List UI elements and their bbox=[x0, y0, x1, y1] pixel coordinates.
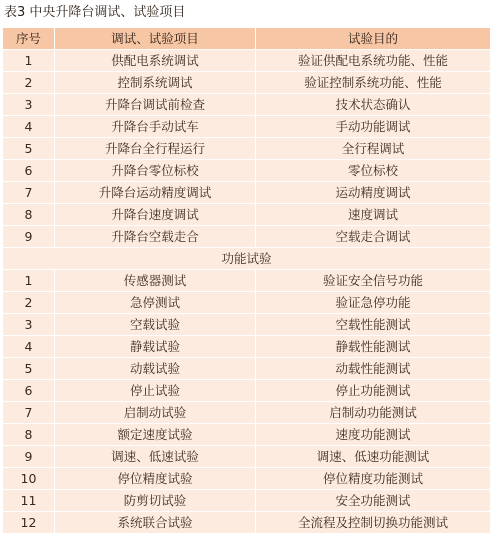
test-purpose-cell: 手动功能调试 bbox=[256, 116, 490, 137]
test-purpose-cell: 停止功能测试 bbox=[256, 380, 490, 401]
test-item-cell: 静载试验 bbox=[55, 336, 255, 357]
test-item-cell: 停止试验 bbox=[55, 380, 255, 401]
table-row bbox=[3, 468, 490, 489]
test-item-cell: 升降台空载走合 bbox=[55, 226, 255, 247]
table-header-row bbox=[3, 28, 490, 49]
section-title: 功能试验 bbox=[3, 248, 490, 269]
table-row bbox=[3, 424, 490, 445]
table-row bbox=[3, 160, 490, 181]
test-purpose-cell: 全行程调试 bbox=[256, 138, 490, 159]
table-row bbox=[3, 380, 490, 401]
test-item-cell: 升降台零位标校 bbox=[55, 160, 255, 181]
test-purpose-cell: 运动精度调试 bbox=[256, 182, 490, 203]
section-row-functional-tests bbox=[3, 248, 490, 269]
table-row bbox=[3, 182, 490, 203]
table-row bbox=[3, 50, 490, 71]
table-row bbox=[3, 116, 490, 137]
table-row bbox=[3, 314, 490, 335]
test-item-cell: 启制动试验 bbox=[55, 402, 255, 423]
test-item-cell: 动载试验 bbox=[55, 358, 255, 379]
test-purpose-cell: 空载走合调试 bbox=[256, 226, 490, 247]
table-row bbox=[3, 490, 490, 511]
test-item-cell: 升降台调试前检查 bbox=[55, 94, 255, 115]
test-item-cell: 传感器测试 bbox=[55, 270, 255, 291]
serial-number-cell: 6 bbox=[3, 160, 54, 181]
table-row bbox=[3, 138, 490, 159]
test-item-cell: 系统联合试验 bbox=[55, 512, 255, 533]
test-item-cell: 升降台速度调试 bbox=[55, 204, 255, 225]
test-purpose-cell: 静载性能测试 bbox=[256, 336, 490, 357]
serial-number-cell: 4 bbox=[3, 116, 54, 137]
header-serial-number: 序号 bbox=[3, 28, 54, 49]
test-purpose-cell: 速度功能测试 bbox=[256, 424, 490, 445]
test-purpose-cell: 全流程及控制切换功能测试 bbox=[256, 512, 490, 533]
test-purpose-cell: 零位标校 bbox=[256, 160, 490, 181]
test-item-cell: 供配电系统调试 bbox=[55, 50, 255, 71]
table-row bbox=[3, 336, 490, 357]
table-row bbox=[3, 94, 490, 115]
serial-number-cell: 7 bbox=[3, 182, 54, 203]
test-item-cell: 防剪切试验 bbox=[55, 490, 255, 511]
table-row bbox=[3, 226, 490, 247]
test-item-cell: 急停测试 bbox=[55, 292, 255, 313]
serial-number-cell: 8 bbox=[3, 204, 54, 225]
serial-number-cell: 3 bbox=[3, 314, 54, 335]
test-purpose-cell: 动载性能测试 bbox=[256, 358, 490, 379]
test-purpose-cell: 停位精度功能测试 bbox=[256, 468, 490, 489]
test-item-cell: 升降台全行程运行 bbox=[55, 138, 255, 159]
debugging-group bbox=[3, 50, 490, 247]
serial-number-cell: 8 bbox=[3, 424, 54, 445]
test-item-cell: 调速、低速试验 bbox=[55, 446, 255, 467]
table-row bbox=[3, 402, 490, 423]
header-test-purpose: 试验目的 bbox=[256, 28, 490, 49]
table-caption: 表3 中央升降台调试、试验项目 bbox=[4, 5, 186, 20]
test-item-cell: 控制系统调试 bbox=[55, 72, 255, 93]
test-purpose-cell: 验证安全信号功能 bbox=[256, 270, 490, 291]
serial-number-cell: 1 bbox=[3, 50, 54, 71]
test-purpose-cell: 验证控制系统功能、性能 bbox=[256, 72, 490, 93]
test-item-cell: 升降台运动精度调试 bbox=[55, 182, 255, 203]
serial-number-cell: 6 bbox=[3, 380, 54, 401]
serial-number-cell: 9 bbox=[3, 226, 54, 247]
test-purpose-cell: 验证急停功能 bbox=[256, 292, 490, 313]
test-item-cell: 升降台手动试车 bbox=[55, 116, 255, 137]
serial-number-cell: 5 bbox=[3, 358, 54, 379]
header-test-item: 调试、试验项目 bbox=[55, 28, 255, 49]
serial-number-cell: 1 bbox=[3, 270, 54, 291]
test-items-table bbox=[3, 28, 490, 533]
functional-test-group bbox=[3, 270, 490, 533]
table-row bbox=[3, 72, 490, 93]
serial-number-cell: 10 bbox=[3, 468, 54, 489]
test-purpose-cell: 空载性能测试 bbox=[256, 314, 490, 335]
serial-number-cell: 2 bbox=[3, 72, 54, 93]
test-purpose-cell: 验证供配电系统功能、性能 bbox=[256, 50, 490, 71]
test-purpose-cell: 速度调试 bbox=[256, 204, 490, 225]
table-row bbox=[3, 292, 490, 313]
serial-number-cell: 4 bbox=[3, 336, 54, 357]
test-item-cell: 停位精度试验 bbox=[55, 468, 255, 489]
serial-number-cell: 3 bbox=[3, 94, 54, 115]
test-purpose-cell: 安全功能测试 bbox=[256, 490, 490, 511]
test-purpose-cell: 启制动功能测试 bbox=[256, 402, 490, 423]
test-purpose-cell: 调速、低速功能测试 bbox=[256, 446, 490, 467]
serial-number-cell: 11 bbox=[3, 490, 54, 511]
serial-number-cell: 5 bbox=[3, 138, 54, 159]
test-purpose-cell: 技术状态确认 bbox=[256, 94, 490, 115]
serial-number-cell: 2 bbox=[3, 292, 54, 313]
table-row bbox=[3, 446, 490, 467]
serial-number-cell: 9 bbox=[3, 446, 54, 467]
test-item-cell: 空载试验 bbox=[55, 314, 255, 335]
serial-number-cell: 7 bbox=[3, 402, 54, 423]
table-row bbox=[3, 512, 490, 533]
test-item-cell: 额定速度试验 bbox=[55, 424, 255, 445]
serial-number-cell: 12 bbox=[3, 512, 54, 533]
table-row bbox=[3, 358, 490, 379]
table-row bbox=[3, 204, 490, 225]
table-row bbox=[3, 270, 490, 291]
